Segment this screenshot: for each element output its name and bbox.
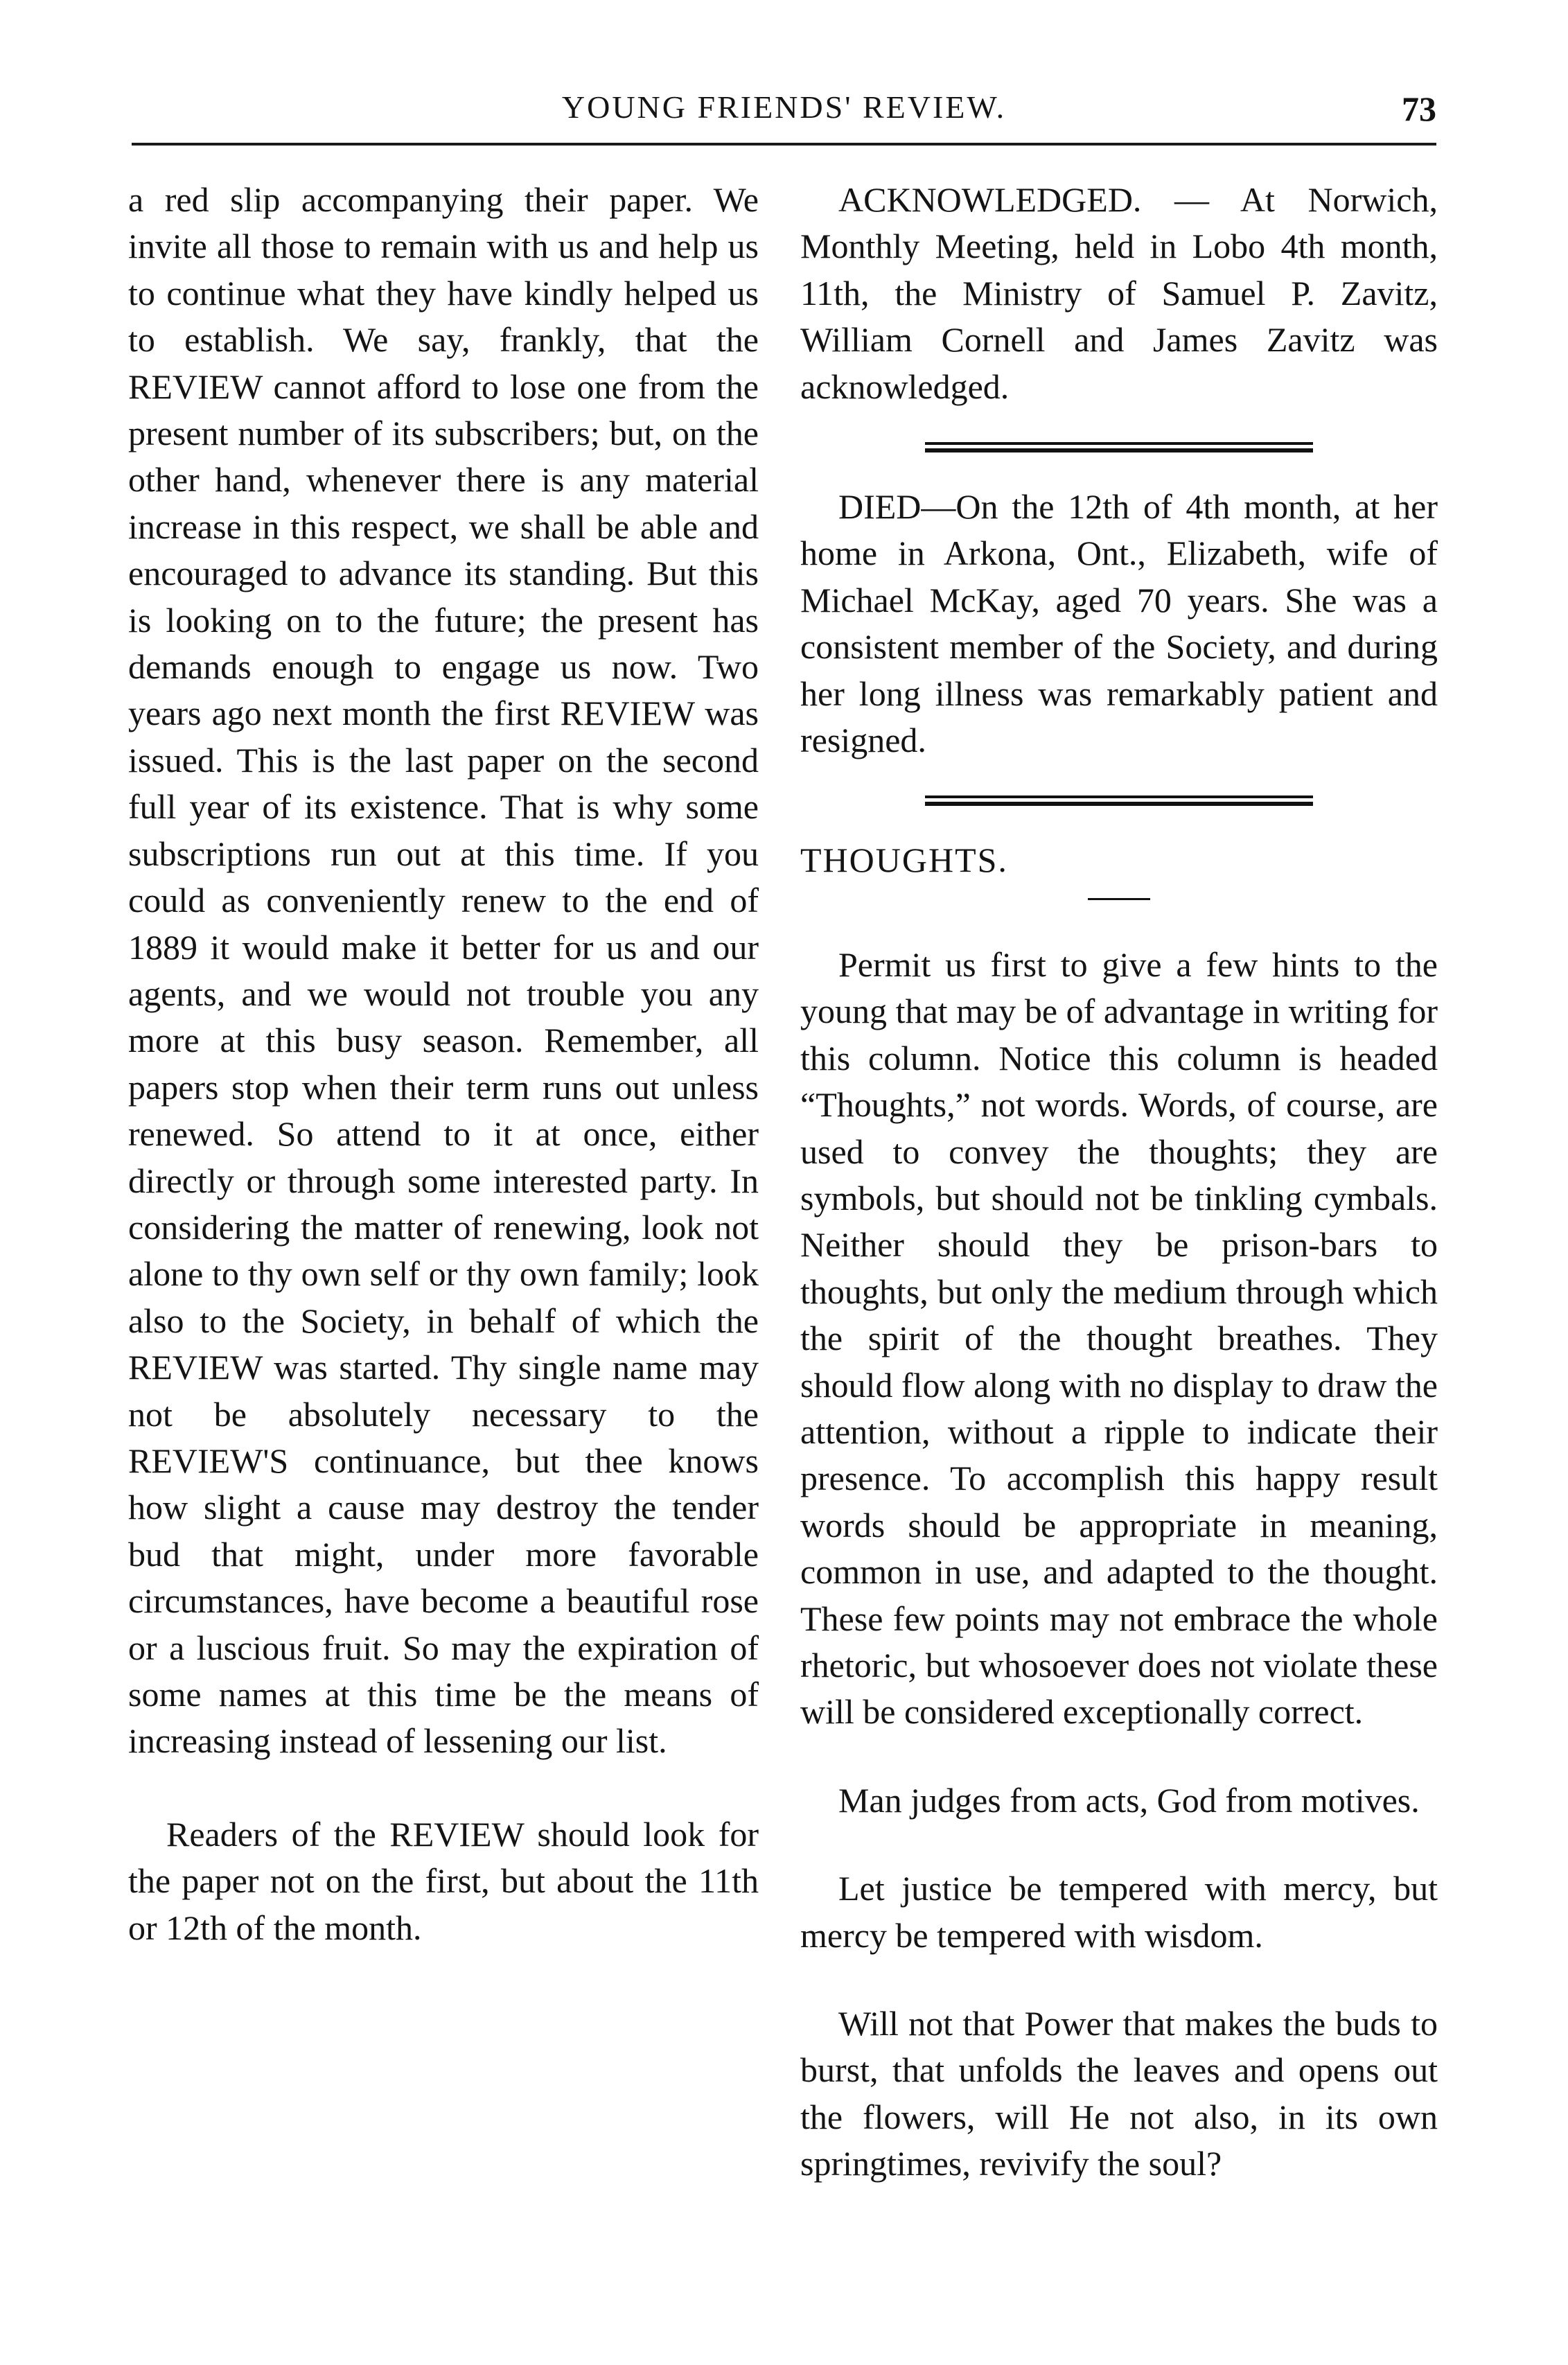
thoughts-paragraph: Man judges from acts, God from motives. xyxy=(838,1780,1420,1820)
thoughts-paragraph: Let justice be tempered with mercy, but mercy be tempered with wisdom. xyxy=(800,1869,1438,1955)
death-notice xyxy=(800,484,1438,764)
section-divider xyxy=(800,438,1438,456)
died-body: —On the 12th of 4th month, at her home in Arkona, Ont., Elizabeth, wife of Michael McKay, aged 70 years. She was a consistent member of the Society, and during her long illness was remarkably patient and resigned. xyxy=(800,487,1438,760)
right-column xyxy=(800,177,1438,2188)
left-paragraph-readers: Readers of the REVIEW should look for the paper not on the first, but about the 11th or 12th of the month. xyxy=(128,1814,759,1947)
section-divider xyxy=(800,791,1438,809)
thoughts-paragraph: Permit us first to give a few hints to the young that may be of advantage in writing for this column. Notice this column is headed “Thoughts,” not words. Words, of course, are used to convey the thoughts; they are symbols, but should not be tinkling cymbals. Neither should they be prison-bars to thoughts, but only the medium through which the spirit of the thought breathes. They should flow along with no display to draw the attention, without a ripple to indicate their presence. To accomplish this happy result words should be appropriate in meaning, common in use, and adapted to the thought. These few points may not embrace the whole rhetoric, but whosoever does not violate these will be considered exceptionally correct. xyxy=(800,944,1438,1732)
acknowledged-lead: ACKNOWLEDGED. xyxy=(838,180,1142,219)
died-lead: DIED xyxy=(838,487,922,527)
thoughts-heading: THOUGHTS. xyxy=(800,841,1008,880)
left-column xyxy=(128,177,759,1951)
page-number: 73 xyxy=(1402,89,1436,128)
running-head xyxy=(132,89,1436,137)
thoughts-paragraph: Will not that Power that makes the buds to burst, that unfolds the leaves and opens out the flowers, will He not also, in its own springtimes, revivify the soul? xyxy=(800,2004,1438,2183)
acknowledged-body: — At Norwich, Monthly Meeting, held in Lobo 4th month, 11th, the Ministry of Samuel P. Zavitz, William Cornell and James Zavitz was acknowledged. xyxy=(800,180,1438,406)
header-rule xyxy=(132,143,1436,146)
left-paragraph-renewal: a red slip accompanying their paper. We invite all those to remain with us and help us to continue what they have kindly helped us to establish. We say, frankly, that the REVIEW cannot afford to lose one from the present number of its subscribers; but, on the other hand, whenever there is any material increase in this respect, we shall be able and encouraged to advance its standing. But this is looking on to the future; the present has demands enough to engage us now. Two years ago next month the first REVIEW was issued. This is the last paper on the second full year of its existence. That is why some subscriptions run out at this time. If you could as conveniently renew to the end of 1889 it would make it better for us and our agents, and we would not trouble you any more at this busy season. Remember, all papers stop when their term runs out unless renewed. So attend to it at once, either directly or through some interested party. In considering the matter of renewing, look not alone to thy own self or thy own family; look also to the Society, in behalf of which the REVIEW was started. Thy single name may not be absolutely necessary to the REVIEW'S continuance, but thee knows how slight a cause may destroy the tender bud that might, under more favorable circumstances, have become a beautiful rose or a luscious fruit. So may the expiration of some names at this time be the means of increasing instead of lessening our list. xyxy=(128,180,759,1761)
acknowledged-notice xyxy=(800,177,1438,410)
running-title: YOUNG FRIENDS' REVIEW. xyxy=(561,89,1007,125)
